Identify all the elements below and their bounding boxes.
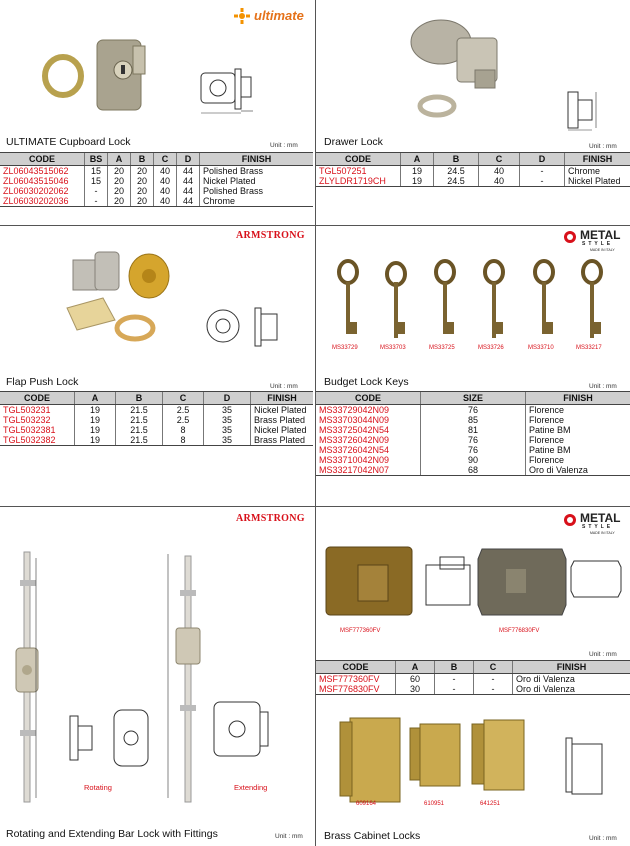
keys-title: Budget Lock Keys	[324, 376, 409, 388]
cupboard-unit: Unit : mm	[270, 142, 298, 149]
table-cell: 20	[108, 186, 131, 196]
barlock-unit: Unit : mm	[275, 833, 303, 840]
table-cell: 20	[131, 196, 154, 207]
table-cell: 19	[401, 166, 434, 177]
table-cell: 85	[421, 415, 526, 425]
col-header: FINISH	[200, 153, 314, 166]
brass-unit: Unit : mm	[589, 835, 617, 842]
code-cell: MS33729042N09	[319, 405, 390, 415]
table-cell: Brass Plated	[251, 435, 314, 446]
table-row	[316, 684, 630, 695]
metal-locks-image	[322, 545, 627, 625]
key-icon	[387, 263, 405, 338]
brass-title: Brass Cabinet Locks	[324, 830, 421, 842]
cupboard-lock-diagram	[195, 67, 275, 127]
key-label: MS33729	[332, 345, 358, 351]
metal-style-logo-icon	[563, 230, 577, 244]
key-icon	[535, 261, 553, 334]
col-header: CODE	[0, 392, 75, 405]
table-cell: 44	[177, 196, 200, 207]
col-header: B	[131, 153, 154, 166]
col-header: C	[474, 661, 513, 674]
table-cell: 20	[108, 166, 131, 177]
table-cell: 15	[85, 166, 108, 177]
table-cell: 35	[204, 435, 251, 446]
code-cell: TGL503231	[3, 405, 51, 415]
flap-unit: Unit : mm	[270, 383, 298, 390]
key-icon	[583, 261, 601, 338]
table-cell: 19	[75, 425, 116, 435]
table-cell: 40	[154, 176, 177, 186]
col-header: CODE	[0, 153, 85, 166]
col-header: A	[396, 661, 435, 674]
code-cell: TGL503232	[3, 415, 51, 425]
cupboard-table	[0, 152, 313, 207]
col-header: C	[154, 153, 177, 166]
metal-style-logo-2-sub: STYLE	[582, 524, 614, 530]
keys-image	[322, 258, 622, 348]
table-row	[0, 176, 313, 186]
table-cell: 40	[154, 196, 177, 207]
table-cell: 2.5	[163, 415, 204, 425]
table-cell: Chrome	[565, 166, 630, 177]
table-cell: 35	[204, 415, 251, 425]
table-cell: 40	[479, 166, 520, 177]
table-cell: 20	[108, 176, 131, 186]
table-row	[0, 166, 313, 177]
table-cell: 76	[421, 435, 526, 445]
table-row	[316, 415, 630, 425]
table-cell: 24.5	[434, 176, 479, 187]
code-cell: TGL5032381	[3, 425, 56, 435]
table-cell: Nickel Plated	[251, 425, 314, 435]
col-header: FINISH	[513, 661, 630, 674]
table-cell: -	[435, 674, 474, 685]
label-extending: Extending	[234, 783, 268, 792]
code-cell: MS33726042N54	[319, 445, 390, 455]
col-header: D	[520, 153, 565, 166]
table-cell: 2.5	[163, 405, 204, 416]
key-icon	[485, 261, 503, 338]
table-cell: 21.5	[116, 405, 163, 416]
table-cell: 20	[108, 196, 131, 207]
table-cell: 24.5	[434, 166, 479, 177]
table-cell: Nickel Plated	[565, 176, 630, 187]
barlock-title: Rotating and Extending Bar Lock with Fittings	[6, 828, 218, 840]
table-cell: Polished Brass	[200, 186, 314, 196]
table-cell: -	[474, 674, 513, 685]
table-cell: Oro di Valenza	[513, 674, 630, 685]
table-row	[0, 186, 313, 196]
code-cell: ZL06030202036	[0, 196, 85, 207]
metal-style-logo-sub: STYLE	[582, 241, 614, 247]
table-row	[0, 405, 313, 416]
drawer-title: Drawer Lock	[324, 136, 383, 148]
code-cell: ZL06043515046	[3, 176, 69, 186]
brass-cabinet-image	[322, 708, 622, 808]
table-cell: 68	[421, 465, 526, 476]
table-row	[316, 425, 630, 435]
key-label: MS33710	[528, 345, 554, 351]
table-cell: 21.5	[116, 435, 163, 446]
metal-lock-label-2: MSF776830FV	[499, 628, 540, 634]
metal-locks-table	[316, 660, 630, 695]
col-header: SIZE	[421, 392, 526, 405]
table-cell: Oro di Valenza	[526, 465, 630, 476]
table-cell: 21.5	[116, 415, 163, 425]
flap-lock-diagram	[205, 300, 295, 360]
table-cell: 20	[131, 166, 154, 177]
table-row	[316, 465, 630, 476]
table-cell: 15	[85, 176, 108, 186]
table-cell: Brass Plated	[251, 415, 314, 425]
metal-style-logo-2-tag: MADE IN ITALY	[590, 531, 615, 535]
col-header: FINISH	[526, 392, 630, 405]
col-header: CODE	[316, 392, 421, 405]
table-cell: 20	[131, 176, 154, 186]
code-cell: MSF777360FV	[319, 674, 380, 684]
metal-style-logo-text: METAL	[580, 228, 621, 242]
table-cell: 20	[131, 186, 154, 196]
table-cell: 35	[204, 425, 251, 435]
table-row	[316, 455, 630, 465]
table-cell: 30	[396, 684, 435, 695]
ultimate-logo-text: ultimate	[254, 8, 304, 23]
table-cell: 44	[177, 166, 200, 177]
table-cell: Oro di Valenza	[513, 684, 630, 695]
key-label: MS33725	[429, 345, 455, 351]
table-cell: Florence	[526, 435, 630, 445]
col-header: FINISH	[251, 392, 314, 405]
col-header: C	[479, 153, 520, 166]
table-cell: Nickel Plated	[251, 405, 314, 416]
table-cell: -	[85, 196, 108, 207]
code-cell: ZL06043515062	[3, 166, 69, 176]
keys-table	[316, 391, 630, 476]
code-cell: MS33217042N07	[316, 465, 421, 476]
ultimate-logo-icon	[232, 8, 252, 24]
drawer-lock-diagram	[560, 88, 610, 138]
table-cell: 81	[421, 425, 526, 435]
code-cell: TGL507251	[319, 166, 367, 176]
table-cell: -	[520, 166, 565, 177]
col-header: FINISH	[565, 153, 630, 166]
table-row	[0, 425, 313, 435]
table-cell: -	[435, 684, 474, 695]
table-row	[316, 445, 630, 455]
label-rotating: Rotating	[84, 783, 112, 792]
key-icon	[339, 261, 357, 334]
col-header: B	[434, 153, 479, 166]
code-cell: ZL06030202062	[3, 186, 69, 196]
table-cell: 76	[421, 445, 526, 455]
table-cell: -	[474, 684, 513, 695]
table-cell: Florence	[526, 455, 630, 465]
table-row	[0, 435, 313, 446]
metal-style-logo-tag: MADE IN ITALY	[590, 248, 615, 252]
flap-table	[0, 391, 313, 446]
col-header: B	[435, 661, 474, 674]
col-header: CODE	[316, 661, 396, 674]
col-header: A	[401, 153, 434, 166]
key-label: MS33703	[380, 345, 406, 351]
key-label: MS33726	[478, 345, 504, 351]
table-cell: Patine BM	[526, 445, 630, 455]
table-cell: 21.5	[116, 425, 163, 435]
col-header: CODE	[316, 153, 401, 166]
brass-label-3: 641251	[480, 801, 501, 807]
drawer-unit: Unit : mm	[589, 143, 617, 150]
table-row	[316, 674, 630, 685]
armstrong-logo-text: ARMSTRONG	[236, 230, 305, 241]
table-cell: 60	[396, 674, 435, 685]
drawer-lock-image	[405, 12, 535, 122]
table-cell: Chrome	[200, 196, 314, 207]
table-cell: 8	[163, 425, 204, 435]
code-cell: MS33703044N09	[319, 415, 390, 425]
table-cell: 44	[177, 176, 200, 186]
table-cell: Florence	[526, 405, 630, 416]
table-cell: 19	[75, 405, 116, 416]
keys-unit: Unit : mm	[589, 383, 617, 390]
table-cell: 90	[421, 455, 526, 465]
metal-lock-label-1: MSF777360FV	[340, 628, 381, 634]
col-header: D	[204, 392, 251, 405]
row-divider-1	[0, 225, 630, 226]
table-cell: 40	[479, 176, 520, 187]
table-cell: Nickel Plated	[200, 176, 314, 186]
col-header: B	[116, 392, 163, 405]
table-cell: 44	[177, 186, 200, 196]
table-row	[0, 196, 313, 207]
key-icon	[436, 261, 454, 334]
table-cell: 19	[401, 176, 434, 187]
brass-label-2: 610951	[424, 801, 445, 807]
table-cell: 76	[421, 405, 526, 416]
table-cell: 40	[154, 186, 177, 196]
table-row	[316, 435, 630, 445]
metal-locks-unit: Unit : mm	[589, 651, 617, 658]
table-row	[316, 176, 630, 187]
flap-title: Flap Push Lock	[6, 376, 79, 388]
table-cell: Polished Brass	[200, 166, 314, 177]
table-cell: -	[520, 176, 565, 187]
code-cell: MS33710042N09	[319, 455, 390, 465]
metal-style-logo-2-text: METAL	[580, 511, 621, 525]
code-cell: TGL5032382	[0, 435, 75, 446]
col-header: BS	[85, 153, 108, 166]
table-row	[316, 405, 630, 416]
code-cell: MSF776830FV	[316, 684, 396, 695]
armstrong-logo-2: ARMSTRONG	[236, 513, 305, 524]
flap-lock-image	[65, 242, 175, 352]
col-header: C	[163, 392, 204, 405]
code-cell: MS33726042N09	[319, 435, 390, 445]
brass-label-1: 609164	[356, 801, 377, 807]
table-row	[0, 415, 313, 425]
table-cell: 35	[204, 405, 251, 416]
metal-style-logo-2-icon	[563, 513, 577, 527]
table-cell: 19	[75, 415, 116, 425]
row-divider-2	[0, 506, 630, 507]
key-label: MS33217	[576, 345, 602, 351]
bar-lock-image	[0, 540, 310, 810]
drawer-table	[316, 152, 630, 187]
table-cell: -	[85, 186, 108, 196]
code-cell: MS33725042N54	[319, 425, 390, 435]
cupboard-title: ULTIMATE Cupboard Lock	[6, 136, 131, 148]
col-header: A	[108, 153, 131, 166]
table-cell: Patine BM	[526, 425, 630, 435]
col-header: D	[177, 153, 200, 166]
table-cell: Florence	[526, 415, 630, 425]
code-cell: ZLYLDR1719CH	[316, 176, 401, 187]
table-cell: 8	[163, 435, 204, 446]
col-header: A	[75, 392, 116, 405]
table-row	[316, 166, 630, 177]
table-cell: 40	[154, 166, 177, 177]
table-cell: 19	[75, 435, 116, 446]
